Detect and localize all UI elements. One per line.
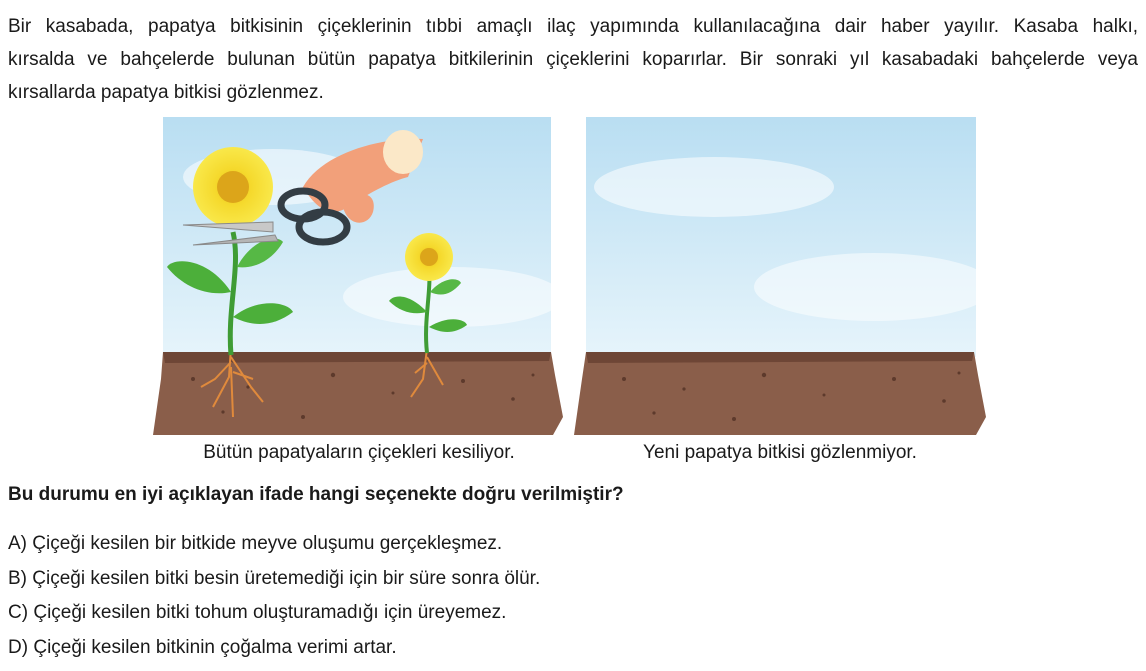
caption-left: Bütün papatyaların çiçekleri kesiliyor. (203, 442, 515, 463)
option-a[interactable] (8, 527, 540, 562)
option-letter: A) (8, 533, 27, 554)
flower-small (405, 233, 453, 281)
option-text: Çiçeği kesilen bitkinin çoğalma verimi artar. (33, 636, 397, 658)
caption-right: Yeni papatya bitkisi gözlenmiyor. (643, 442, 917, 463)
question-text: Bu durumu en iyi açıklayan ifade hangi seçenekte doğru verilmiştir? (8, 484, 624, 505)
option-c[interactable] (8, 596, 540, 631)
intro-line-2: kırsalda ve bahçelerde bulunan bütün papatya bitkilerinin çiçeklerini koparırlar. Bir sonraki yıl kasabadaki bahçelerde veya (8, 49, 1138, 70)
option-text: Çiçeği kesilen bir bitkide meyve oluşumu gerçekleşmez. (32, 533, 503, 554)
sky (586, 117, 976, 357)
option-letter: B) (8, 567, 27, 589)
intro-line-3: kırsallarda papatya bitkisi gözlenmez. (8, 82, 324, 103)
intro-paragraph (8, 10, 1138, 109)
cutting-flowers-illustration (153, 117, 565, 435)
cutting-flowers-svg (153, 117, 565, 435)
soil (574, 352, 986, 435)
flower-large (193, 147, 273, 227)
no-new-plants-illustration (574, 117, 986, 435)
answer-options (8, 527, 540, 665)
cloud (343, 267, 563, 327)
option-letter: D) (8, 636, 29, 658)
empty-field-svg (574, 117, 986, 435)
option-text: Çiçeği kesilen bitki tohum oluşturamadığı için üreyemez. (33, 602, 507, 623)
option-b[interactable] (8, 562, 540, 597)
cloud (594, 157, 834, 217)
option-letter: C) (8, 602, 29, 623)
option-d[interactable] (8, 631, 540, 666)
cloud (754, 253, 986, 321)
option-text: Çiçeği kesilen bitki besin üretemediği için bir süre sonra ölür. (32, 567, 541, 589)
intro-line-1: Bir kasabada, papatya bitkisinin çiçeklerinin tıbbi amaçlı ilaç yapımında kullanılacağına dair haber yayılır. Kasaba halkı, (8, 16, 1138, 37)
soil (153, 352, 563, 435)
